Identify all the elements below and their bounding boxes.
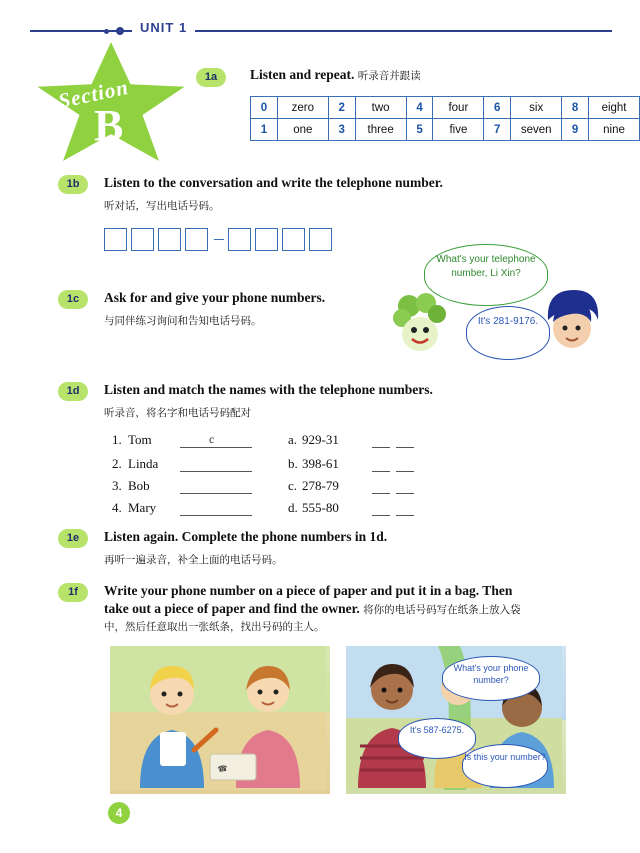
panel-speech-confirm: Is this your number? — [462, 744, 548, 788]
list-item-letter: a. — [288, 432, 298, 447]
activity-tag-1e: 1e — [58, 529, 88, 548]
cell-digit: 2 — [328, 97, 355, 119]
section-letter: B — [94, 101, 124, 150]
list-item-letter: c. — [288, 478, 298, 493]
illustration-panel-left — [108, 644, 332, 796]
cell-digit: 0 — [251, 97, 278, 119]
blank-line[interactable] — [372, 447, 390, 448]
cell-word: one — [277, 119, 328, 141]
green-character-icon — [392, 292, 448, 354]
panel-speech-question: What's your phone number? — [442, 656, 540, 701]
list-item-phone: 929-31 — [302, 432, 339, 447]
answer-box[interactable] — [309, 228, 332, 251]
speech-bubble-answer: It's 281-9176. — [466, 306, 550, 360]
blank-line[interactable] — [180, 515, 252, 516]
list-item-letter: b. — [288, 456, 298, 471]
list-item-number: 3. — [112, 478, 122, 493]
header-dot-small — [104, 29, 109, 34]
cell-word: zero — [277, 97, 328, 119]
cell-digit: 9 — [562, 119, 589, 141]
answer-box[interactable] — [104, 228, 127, 251]
cell-digit: 1 — [251, 119, 278, 141]
activity-1f-title-line2 — [104, 600, 564, 619]
answer-box[interactable] — [185, 228, 208, 251]
blank-line[interactable] — [372, 471, 390, 472]
activity-1c-title: Ask for and give your phone numbers. — [104, 290, 326, 305]
activity-1b-title: Listen to the conversation and write the telephone number. — [104, 175, 443, 190]
section-word: Section — [56, 74, 131, 114]
list-item-letter: d. — [288, 500, 298, 515]
answer-box[interactable] — [228, 228, 251, 251]
blank-line[interactable] — [180, 447, 252, 448]
activity-1f-title-en: take out a piece of paper and find the owner. — [104, 601, 360, 616]
answer-box[interactable] — [131, 228, 154, 251]
blank-line[interactable] — [396, 471, 414, 472]
activity-1a-title-en: Listen and repeat. — [250, 67, 355, 82]
answer-box[interactable] — [158, 228, 181, 251]
blank-line[interactable] — [396, 493, 414, 494]
activity-1f-chinese-inline: 将你的电话号码写在纸条上放入袋 — [363, 604, 521, 616]
answer-box[interactable] — [255, 228, 278, 251]
activity-1c-chinese: 与同伴练习询问和告知电话号码。 — [104, 315, 262, 327]
activity-tag-1a: 1a — [196, 68, 226, 87]
cell-digit: 6 — [484, 97, 511, 119]
activity-1a-title — [250, 66, 421, 85]
blank-line[interactable] — [396, 447, 414, 448]
cell-word: eight — [589, 97, 640, 119]
list-item-number: 1. — [112, 432, 122, 447]
numbers-table — [250, 96, 640, 141]
activity-1d-title: Listen and match the names with the telephone numbers. — [104, 382, 433, 397]
cell-digit: 3 — [328, 119, 355, 141]
activity-tag-1d: 1d — [58, 382, 88, 401]
activity-1e-title: Listen again. Complete the phone numbers in 1d. — [104, 529, 388, 544]
list-item-phone: 398-61 — [302, 456, 339, 471]
activity-tag-1f: 1f — [58, 583, 88, 602]
list-item-number: 2. — [112, 456, 122, 471]
blank-line[interactable] — [396, 515, 414, 516]
activity-1e-chinese: 再听一遍录音，补全上面的电话号码。 — [104, 554, 283, 566]
cell-word: seven — [511, 119, 562, 141]
activity-1f-chinese-line2: 中，然后任意取出一张纸条，找出号码的主人。 — [104, 621, 325, 633]
activity-1f-title-line1: Write your phone number on a piece of paper and put it in a bag. Then — [104, 583, 513, 598]
table-row — [251, 119, 640, 141]
table-row — [251, 97, 640, 119]
blank-line[interactable] — [180, 471, 252, 472]
activity-tag-1b: 1b — [58, 175, 88, 194]
answer-box[interactable] — [282, 228, 305, 251]
list-item-name: Tom — [128, 432, 152, 447]
cell-word: three — [355, 119, 406, 141]
header-dot-large — [116, 27, 124, 35]
unit-label: UNIT 1 — [132, 20, 195, 35]
list-item-name: Linda — [128, 456, 159, 471]
activity-1a-title-cn: 听录音并跟读 — [357, 70, 421, 82]
cell-word: nine — [589, 119, 640, 141]
list-item-name: Mary — [128, 500, 157, 515]
dash-separator — [214, 239, 224, 241]
svg-text:☎: ☎ — [217, 763, 229, 774]
panel-speech-answer: It's 587-6275. — [398, 718, 476, 759]
section-star — [36, 42, 186, 170]
illustration-panel-right — [344, 644, 568, 796]
speech-bubble-question: What's your telephone number, Li Xin? — [424, 244, 548, 306]
phone-number-answer-boxes — [104, 228, 336, 251]
cell-word: five — [433, 119, 484, 141]
list-item-number: 4. — [112, 500, 122, 515]
blank-line[interactable] — [372, 515, 390, 516]
blue-haired-character-icon — [540, 286, 602, 354]
page-number: 4 — [108, 802, 130, 824]
panel-left-artwork — [110, 646, 326, 790]
cell-digit: 7 — [484, 119, 511, 141]
answer-letter: c — [209, 432, 215, 446]
cell-digit: 5 — [406, 119, 433, 141]
activity-1b-chinese: 听对话，写出电话号码。 — [104, 200, 220, 212]
cell-word: two — [355, 97, 406, 119]
cell-word: six — [511, 97, 562, 119]
cell-digit: 4 — [406, 97, 433, 119]
activity-1d-chinese: 听录音，将名字和电话号码配对 — [104, 407, 251, 419]
cell-digit: 8 — [562, 97, 589, 119]
list-item-phone: 555-80 — [302, 500, 339, 515]
blank-line[interactable] — [180, 493, 252, 494]
blank-line[interactable] — [372, 493, 390, 494]
list-item-name: Bob — [128, 478, 150, 493]
activity-tag-1c: 1c — [58, 290, 88, 309]
cell-word: four — [433, 97, 484, 119]
list-item-phone: 278-79 — [302, 478, 339, 493]
